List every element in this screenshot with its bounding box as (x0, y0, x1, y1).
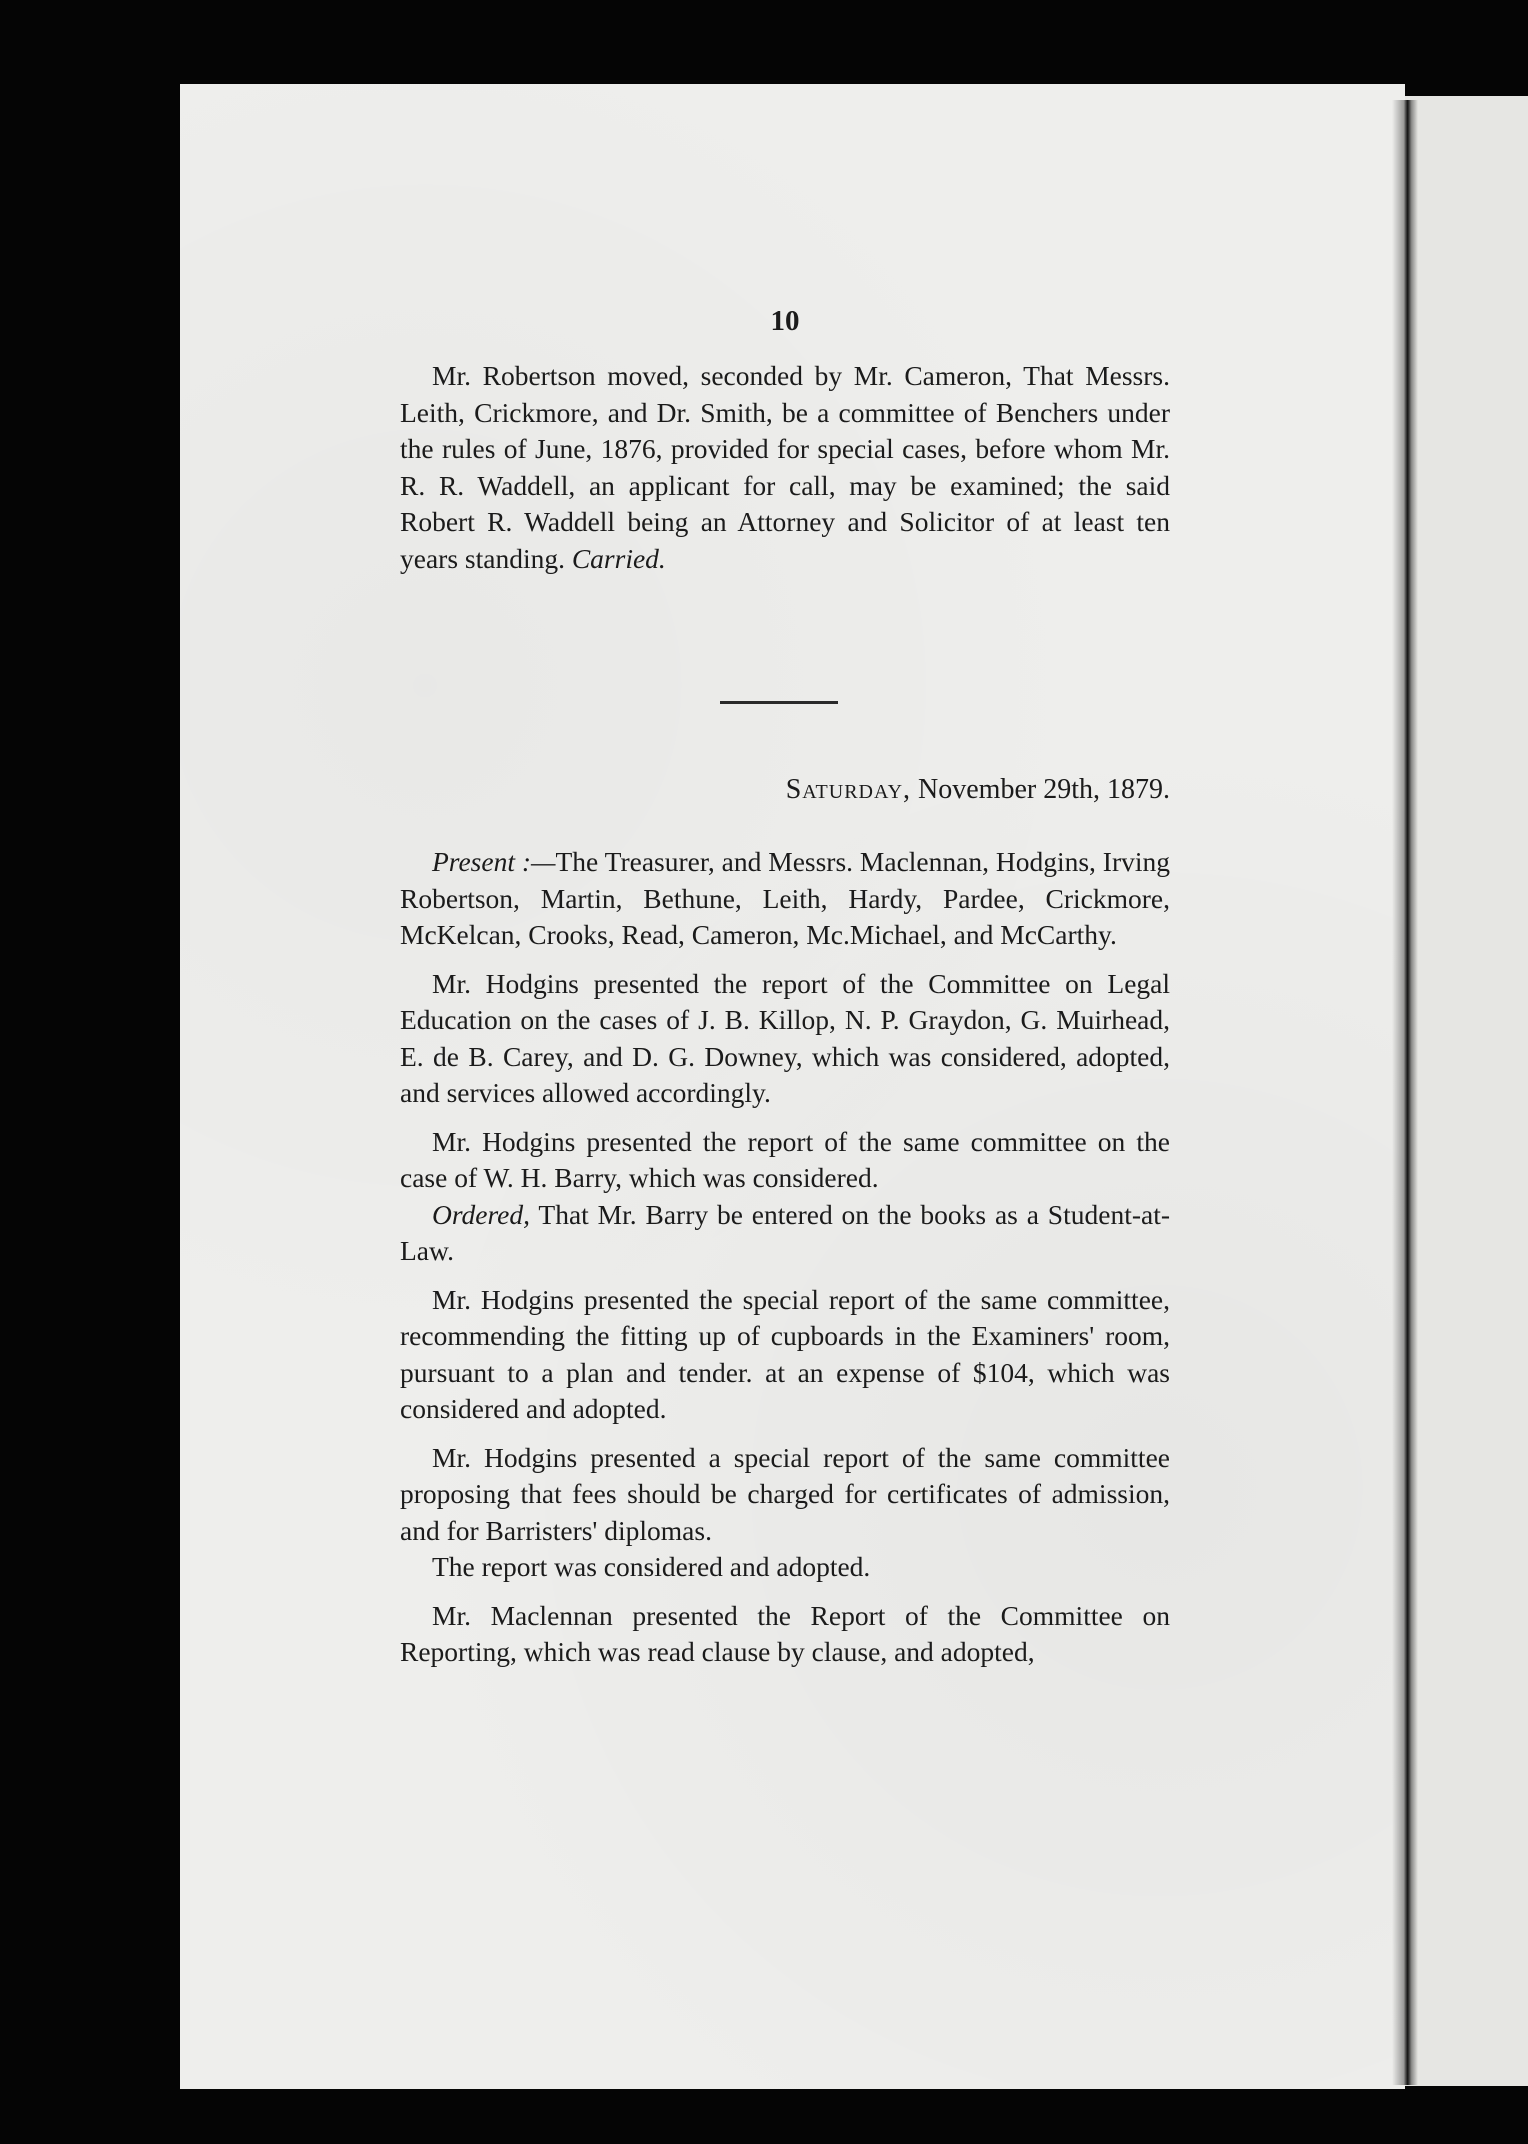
page-number: 10 (770, 305, 800, 337)
present-paragraph (400, 844, 1170, 954)
committee-motion-text: Mr. Robertson moved, seconded by Mr. Cameron, That Messrs. Leith, Crickmore, and Dr. Smith, be a committee of Benchers under the rules of June, 1876, provided for special cases, before whom Mr. R. R. Waddell, an applicant for call, may be examined; the said Robert R. Waddell being an Attorney and Solicitor of at least ten years standing. (400, 360, 1170, 574)
minutes-body (400, 844, 1170, 1671)
ordered-text: That Mr. Barry be entered on the books as a Student-at-Law. (400, 1198, 1170, 1266)
present-label: Present :— (432, 846, 556, 877)
section-divider (720, 701, 838, 704)
paragraph-fees-report: Mr. Hodgins presented a special report of the same committee proposing that fees should be charged for certificates of admission, and for Barristers' diplomas. (400, 1441, 1170, 1546)
paragraph-cupboards-report: Mr. Hodgins presented the special report of the same committee, recommending the fitting up of cupboards in the Examiners' room, pursuant to a plan and tender. at an expense of $104, which was considered and adopted. (400, 1283, 1170, 1424)
present-text: The Treasurer, and Messrs. Maclennan, Hodgins, Irving Robertson, Martin, Bethune, Leith, Hardy, Pardee, Crickmore, McKelcan, Crooks, Read, Cameron, Mc.Michael, and McCarthy. (400, 846, 1171, 950)
ordered-label: Ordered, (432, 1198, 531, 1230)
paragraph-report-adopted: The report was considered and adopted. (432, 1551, 871, 1582)
date-heading (680, 774, 1170, 806)
committee-motion-paragraph (400, 358, 1170, 577)
paragraph-barry-report: Mr. Hodgins presented the report of the same committee on the case of W. H. Barry, which was considered. (400, 1125, 1170, 1193)
date-heading-day: Saturday, (785, 774, 912, 805)
date-heading-date: November 29th, 1879. (918, 774, 1170, 805)
paragraph-ordered (400, 1197, 1170, 1270)
carried-label: Carried. (571, 542, 666, 574)
binding-shadow (1392, 100, 1418, 2085)
facing-page-edge (1405, 96, 1528, 2086)
paragraph-legal-education-report: Mr. Hodgins presented the report of the Committee on Legal Education on the cases of J. B. Killop, N. P. Graydon, G. Muirhead, E. de B. Carey, and D. G. Downey, which was considered, adopted, and services allowed accordingly. (400, 967, 1170, 1108)
paragraph-reporting-committee: Mr. Maclennan presented the Report of the Committee on Reporting, which was read clause by clause, and adopted, (400, 1599, 1170, 1667)
committee-motion-block (400, 358, 1170, 577)
